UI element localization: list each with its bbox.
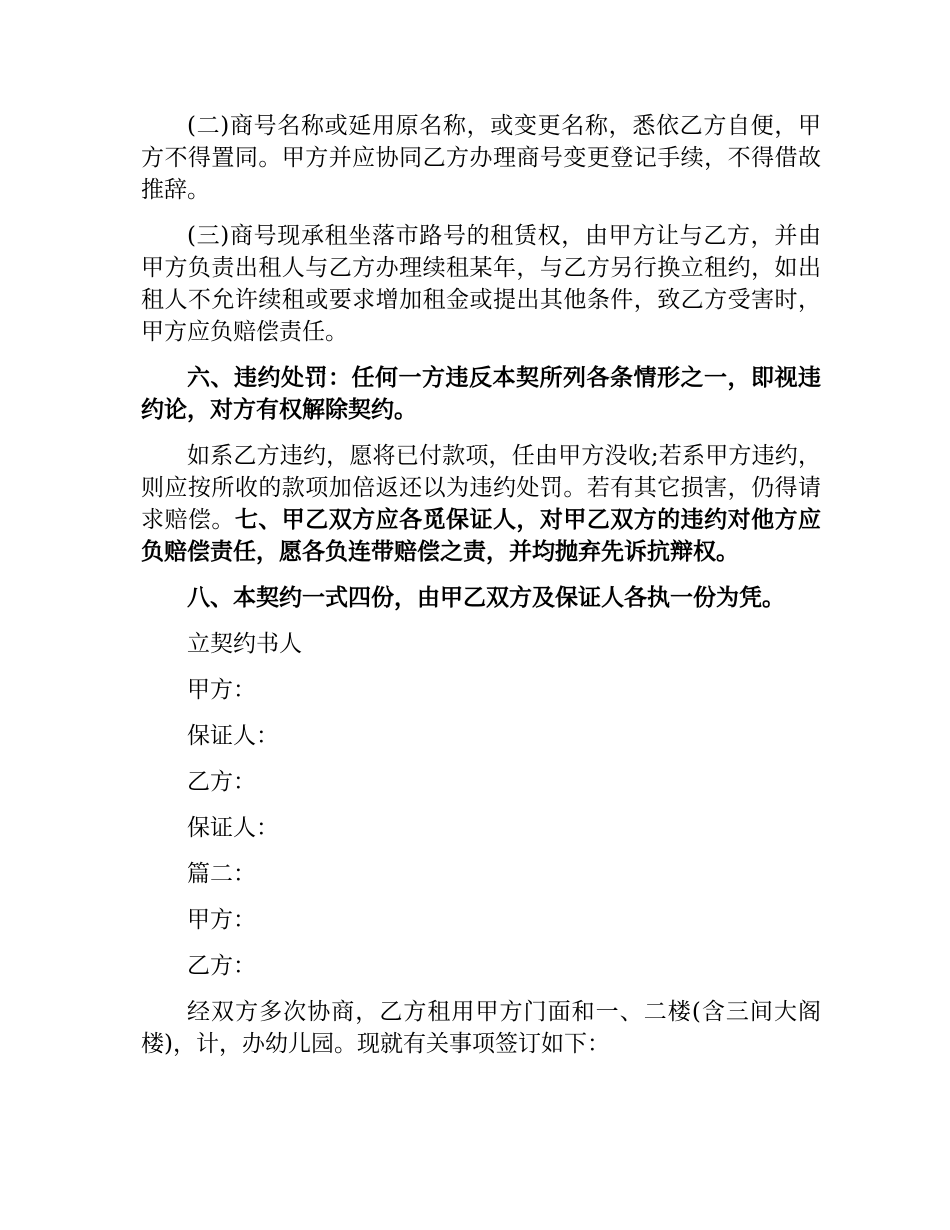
signatory-label: 立契约书人: [187, 631, 302, 657]
party-a-label: 甲方：: [187, 677, 256, 703]
guarantor-label: 保证人：: [187, 723, 279, 749]
party-a-label: 甲方：: [187, 907, 256, 933]
document-page: [141, 110, 821, 1074]
breach-details-paragraph: [141, 440, 821, 568]
copies-clause: 八、本契约一式四份，由甲乙双方及保证人各执一份为凭。: [187, 584, 785, 611]
guarantor-clause-text: 七、甲乙双方应各觅保证人，对甲乙双方的违约对他方应负赔偿责任，愿各负连带赔偿之责，并均抛弃先诉抗辩权。: [141, 506, 822, 565]
clause-3-paragraph: (三)商号现承租坐落市路号的租赁权，由甲方让与乙方，并由甲方负责出租人与乙方办理续租某年，与乙方另行换立租约，如出租人不允许续租或要求增加租金或提出其他条件，致乙方受害时，甲方应负赔偿责任。: [141, 223, 821, 345]
section-two-heading: 篇二：: [187, 861, 256, 887]
guarantor-label: 保证人：: [187, 815, 279, 841]
agreement-intro-paragraph: 经双方多次协商，乙方租用甲方门面和一、二楼(含三间大阁楼)，计，办幼儿园。现就有关事项签订如下：: [141, 999, 821, 1057]
party-b-label: 乙方：: [187, 953, 256, 979]
clause-2-paragraph: (二)商号名称或延用原名称，或变更名称，悉依乙方自便，甲方不得置同。甲方并应协同乙方办理商号变更登记手续，不得借故推辞。: [141, 113, 821, 203]
breach-penalty-heading: 六、违约处罚：任何一方违反本契所列各条情形之一，即视违约论，对方有权解除契约。: [141, 364, 821, 423]
party-b-label: 乙方：: [187, 769, 256, 795]
breach-details-text: 如系乙方违约，愿将已付款项，任由甲方没收;若系甲方违约，则应按所收的款项加倍返还以为违约处罚。若有其它损害，仍得请求赔偿。: [141, 443, 821, 533]
